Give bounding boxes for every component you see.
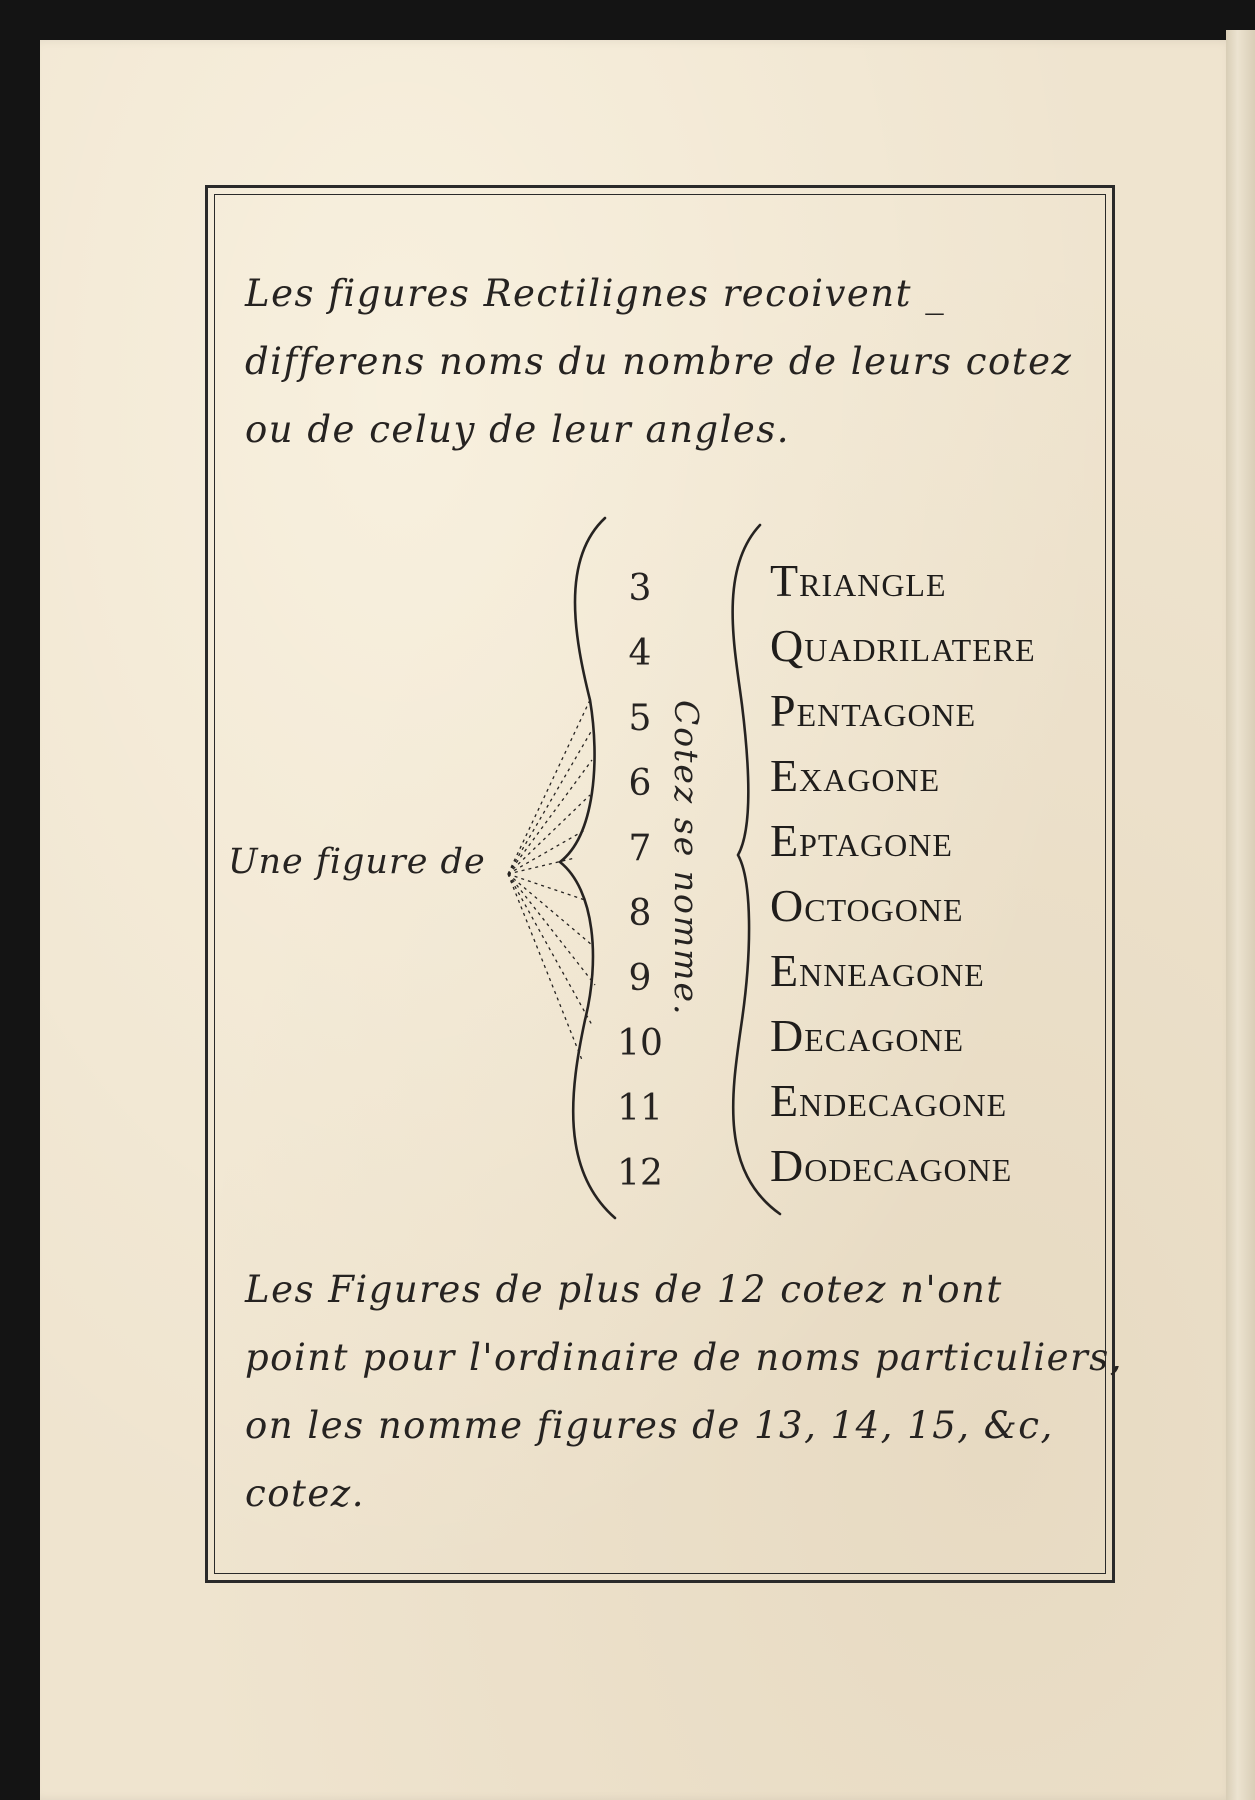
side-count: 8 [628,893,652,934]
side-count: 6 [628,763,652,804]
figure-name: Triangle [770,555,947,606]
figure-name: Quadrilatere [770,620,1036,671]
intro-line: differens noms du nombre de leurs cotez [245,340,1073,383]
figure-name: Exagone [770,750,941,801]
outro-line: Les Figures de plus de 12 cotez n'ont [245,1268,1003,1311]
intro-line: ou de celuy de leur angles. [245,408,791,451]
side-count: 12 [617,1153,663,1194]
figure-name-column [770,548,1036,1198]
side-count: 9 [628,958,652,999]
outro-line: cotez. [245,1472,366,1515]
side-count: 11 [617,1088,663,1129]
figure-name: Eptagone [770,815,953,866]
figure-name: Endecagone [770,1075,1008,1126]
vertical-label: Cotez se nomme. [667,700,706,1017]
side-count: 10 [617,1023,663,1064]
side-count: 3 [628,568,652,609]
figure-name: Enneagone [770,945,985,996]
figure-name: Octogone [770,880,964,931]
side-count: 7 [628,828,652,869]
figure-name: Decagone [770,1010,965,1061]
outro-line: point pour l'ordinaire de noms particuliers, [245,1336,1124,1379]
figure-name: Dodecagone [770,1140,1013,1191]
dotted-rays [508,700,595,1060]
intro-line: Les figures Rectilignes recoivent _ [245,272,946,315]
figure-name: Pentagone [770,685,977,736]
side-count: 5 [628,698,652,739]
outro-paragraph [245,1256,1123,1528]
lead-text: Une figure de [228,842,486,882]
outro-line: on les nomme figures de 13, 14, 15, &c, [245,1404,1054,1447]
side-count: 4 [628,633,652,674]
